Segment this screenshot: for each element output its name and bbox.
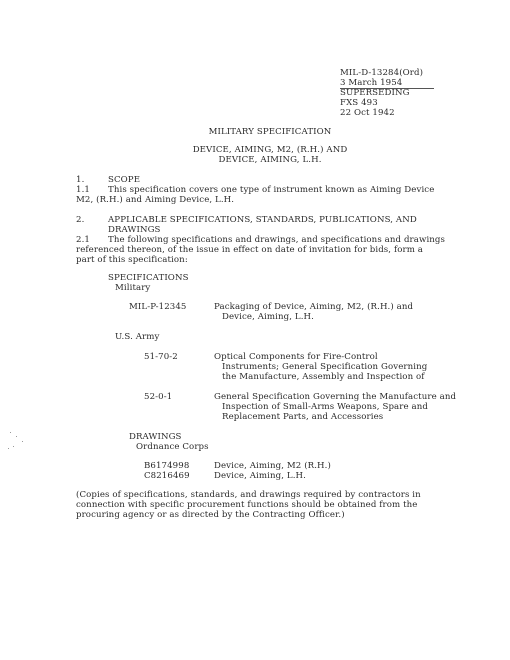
drawing-id-1: B6174998 [144,461,190,471]
section-2-heading-line-1: APPLICABLE SPECIFICATIONS, STANDARDS, PUBLICATIONS, AND [108,215,417,225]
paragraph-1-1-number: 1.1 [76,185,90,195]
doc-number: MIL-D-13284(Ord) [340,68,424,78]
spec-desc-army-2-line-2: Inspection of Small-Arms Weapons, Spare and [222,402,428,412]
title-line-3: DEVICE, AIMING, L.H. [218,155,322,165]
spec-id-army-1: 51-70-2 [144,352,178,362]
spec-id-army-2: 52-0-1 [144,392,173,402]
spec-desc-army-1-line-1: Optical Components for Fire-Control [214,352,378,362]
spec-desc-army-2-line-3: Replacement Parts, and Accessories [222,412,384,422]
spec-desc-mil-line-1: Packaging of Device, Aiming, M2, (R.H.) and [214,302,414,312]
drawings-heading: DRAWINGS [129,432,182,442]
paragraph-2-1-line-1: The following specifications and drawings, and specifications and drawings [108,235,446,245]
drawing-desc-1: Device, Aiming, M2 (R.H.) [214,461,331,471]
specifications-heading: SPECIFICATIONS [108,273,189,283]
section-2-heading-line-2: DRAWINGS [108,225,161,235]
spec-desc-army-2-line-1: General Specification Governing the Manufacture and [214,392,457,402]
section-2-number: 2. [76,215,85,225]
paragraph-2-1-number: 2.1 [76,235,90,245]
paragraph-2-1-line-3: part of this specification: [76,255,188,265]
superseded-doc: FXS 493 [340,98,378,108]
title-line-1: MILITARY SPECIFICATION [208,127,332,137]
spec-desc-army-1-line-2: Instruments; General Specification Governing [222,362,428,372]
spec-desc-mil-line-2: Device, Aiming, L.H. [222,312,314,322]
footnote-line-3: procuring agency or as directed by the Contracting Officer.) [76,510,345,520]
drawing-desc-2: Device, Aiming, L.H. [214,471,306,481]
superseding-label: SUPERSEDING [340,88,410,98]
paragraph-1-1-line-1: This specification covers one type of instrument known as Aiming Device [108,185,435,195]
section-1-heading: SCOPE [108,175,141,185]
footnote-line-2: connection with specific procurement functions should be obtained from the [76,500,418,510]
army-heading: U.S. Army [115,332,160,342]
section-1-number: 1. [76,175,85,185]
specifications-military-subheading: Military [115,283,151,293]
drawing-id-2: C8216469 [144,471,190,481]
superseded-date: 22 Oct 1942 [340,108,395,118]
paragraph-1-1-line-2: M2, (R.H.) and Aiming Device, L.H. [76,195,235,205]
spec-desc-army-1-line-3: the Manufacture, Assembly and Inspection of [222,372,425,382]
spec-id-mil: MIL-P-12345 [129,302,187,312]
doc-date: 3 March 1954 [340,78,403,88]
title-line-2: DEVICE, AIMING, M2, (R.H.) AND [192,145,348,155]
paragraph-2-1-line-2: referenced thereon, of the issue in effect on date of invitation for bids, form a [76,245,424,255]
footnote-line-1: (Copies of specifications, standards, and drawings required by contractors in [76,490,421,500]
drawings-ordnance-subheading: Ordnance Corps [136,442,209,452]
